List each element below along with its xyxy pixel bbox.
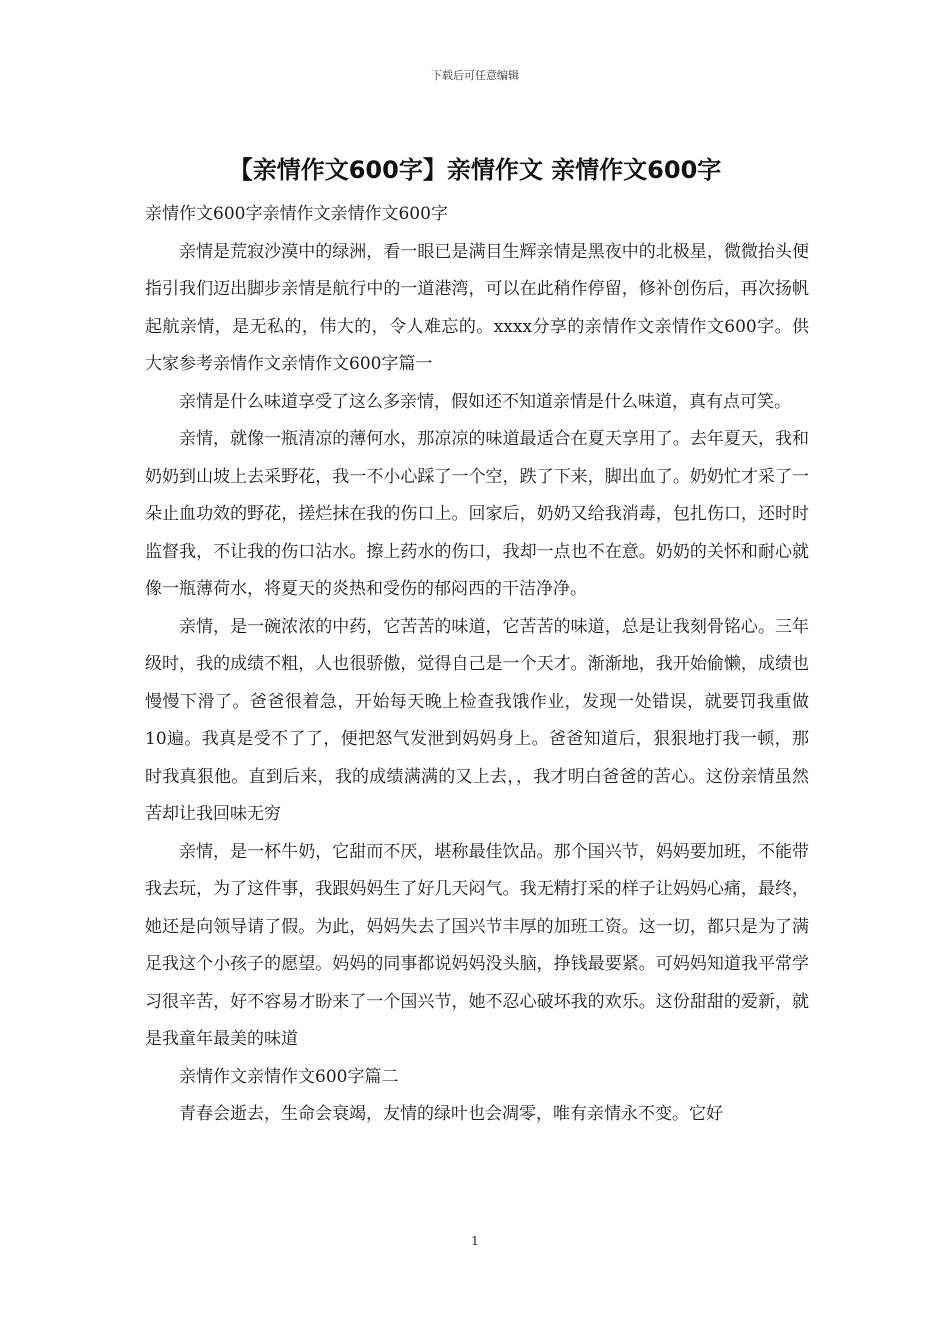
document-body bbox=[145, 196, 809, 1134]
paragraph-1: 亲情是荒寂沙漠中的绿洲，看一眼已是满目生辉亲情是黑夜中的北极星，微微抬头便指引我们迈出脚步亲情是航行中的一道港湾，可以在此稍作停留，修补创伤后，再次扬帆起航亲情，是无私的，伟大的，令人难忘的。xxxx分享的亲情作文亲情作文600字。供大家参考亲情作文亲情作文600字篇一 bbox=[145, 241, 809, 374]
paragraph-3: 亲情，就像一瓶清凉的薄何水，那凉凉的味道最适合在夏天享用了。去年夏天，我和奶奶到山坡上去采野花，我一不小心踩了一个空，跌了下来，脚出血了。奶奶忙才采了一朵止血功效的野花，搓烂抹在我的伤口上。回家后，奶奶又给我消毒，包扎伤口，还时时监督我，不让我的伤口沾水。擦上药水的伤口，我却一点也不在意。奶奶的关怀和耐心就像一瓶薄荷水，将夏天的炎热和受伤的郁闷西的干洁净净。 bbox=[145, 429, 809, 599]
paragraph-2: 亲情是什么味道享受了这么多亲情，假如还不知道亲情是什么味道，真有点可笑。 bbox=[179, 391, 791, 412]
document-subtitle: 亲情作文600字亲情作文亲情作文600字 bbox=[145, 204, 448, 224]
paragraph-5: 亲情，是一杯牛奶，它甜而不厌，堪称最佳饮品。那个国兴节，妈妈要加班，不能带我去玩，为了这件事，我跟妈妈生了好几天闷气。我无精打采的样子让妈妈心痛，最终，她还是向领导请了假。为此，妈妈失去了国兴节丰厚的加班工资。这一切，都只是为了满足我这个小孩子的愿望。妈妈的同事都说妈妈没头脑，挣钱最要紧。可妈妈知道我平常学习很辛苦，好不容易才盼来了一个国兴节，她不忍心破坏我的欢乐。这份甜甜的爱新，就是我童年最美的味道 bbox=[145, 841, 809, 1049]
document-title: 【亲情作文600字】亲情作文 亲情作文600字 bbox=[228, 156, 722, 184]
header-note: 下载后可任意编辑 bbox=[431, 69, 519, 82]
paragraph-4: 亲情，是一碗浓浓的中药，它苦苦的味道，它苦苦的味道，总是让我刻骨铭心。三年级时，我的成绩不粗，人也很骄傲，觉得自己是一个天才。渐渐地，我开始偷懒，成绩也慢慢下滑了。爸爸很着急，开始每天晚上检查我饿作业，发现一处错误，就要罚我重做10遍。我真是受不了了，便把怒气发泄到妈妈身上。爸爸知道后，狠狠地打我一顿，那时我真狠他。直到后来，我的成绩满满的又上去，，我才明白爸爸的苦心。这份亲情虽然苦却让我回味无穷 bbox=[145, 616, 809, 824]
paragraph-6: 青春会逝去，生命会衰竭，友情的绿叶也会凋零，唯有亲情永不变。它好 bbox=[179, 1104, 723, 1124]
section-heading: 亲情作文亲情作文600字篇二 bbox=[179, 1066, 399, 1087]
page-number: 1 bbox=[471, 1234, 479, 1248]
